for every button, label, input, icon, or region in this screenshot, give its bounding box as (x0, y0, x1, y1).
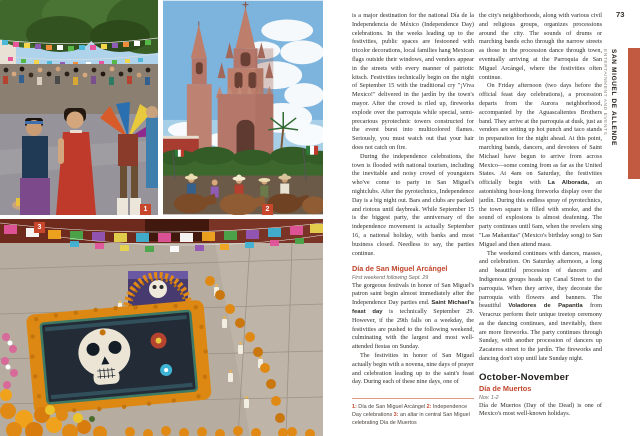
paragraph (352, 282, 474, 352)
caption-text-2: Independence Day celebrations (352, 404, 468, 419)
caption-number-2: 2: (426, 404, 432, 410)
heading-october-november: October-November (479, 371, 570, 383)
photo-caption (352, 403, 474, 427)
paragraph-text: is technically September 29. However, if the 29th falls on a weekday, the festivities are pushed to the following weekend, culminating with the largest and most well-attended fiestas on Sunday. (352, 307, 474, 351)
parade-photo-illustration (0, 0, 158, 215)
page-number: 73 (616, 10, 625, 19)
paragraph-text: an astonishing hour-long fireworks display over the jardín. During this endless spray of pyrotechnics, the town square is filled with smoke, and the sound of explosions is almost deafening. The party continues until 6am, when the revelers sing "Las Mañanitas" (Mexico's birthday song) to San Miguel and then attend mass. (479, 179, 602, 248)
paragraph: the city's neighborhoods, along with various civil and religious groups, organizes processions around the city. The sounds of drums or marching bands echo through the narrow streets as those in the procession dance through town, eventually arriving at the Parroquia de San Miguel Arcángel, where the festivities often continue. (479, 12, 602, 81)
paragraph (479, 250, 602, 364)
photo-independence-day (163, 0, 323, 215)
bold-term: Saint Michael's feast day (352, 300, 474, 315)
caption-text-1: Día de San Miguel Arcángel (356, 404, 427, 410)
photo-badge-2: 2 (262, 204, 273, 215)
caption-number-1: 1: (352, 404, 357, 410)
paragraph-text: The weekend continues with dances, masses, and celebration. On Saturday afternoon, a long and beautiful procession of dancers and Indigenous groups heads up Canal Street to the parroquia. When they arrive, they decorate the parroquia with flowers and banners. The beautiful (479, 249, 602, 310)
paragraph-text: from Veracruz perform their unique treetop ceremony as the dancing continues, and inevitably, there are more fireworks. The party continues through Sunday, with another procession of dancers up Zacateros street to the jardín. The fireworks and dancing don't stop until late Sunday night. (479, 302, 602, 363)
text-column-2 (479, 12, 602, 436)
caption-divider-rule (352, 398, 474, 399)
bold-term: La Alborada, (547, 180, 589, 187)
altar-photo-illustration (0, 219, 323, 436)
photo-dia-de-muertos-altar (0, 219, 323, 436)
photo-badge-1: 1 (140, 204, 151, 215)
paragraph (479, 82, 602, 249)
event-date-subheading: First weekend following Sept. 29 (352, 274, 429, 281)
photo-saint-michael-festival (0, 0, 158, 215)
chapter-tab-strip (628, 48, 640, 179)
paragraph-text: The gorgeous festivals in honor of San Miguel's patron saint begin almost immediately after the Independence Day parties end. (352, 281, 474, 307)
paragraph: During the independence celebrations, the town is flooded with national tourism, including the inevitable and noisy crowd of youngsters who've come to party in San Miguel's nightclubs. After the pyrotechnics, Independence Day is a big night out. Bars and clubs are packed and riotous until daybreak. While September 15 is the biggest party, the anniversary of the independence movement is actually September 16, a national holiday, with banks and most business closed. Needless to say, the parties continue. (352, 152, 474, 257)
heading-dia-de-san-miguel-arcangel: Día de San Miguel Arcángel (352, 264, 448, 274)
paragraph: The festivities in honor of San Miguel actually begin with a novena, nine days of prayer and celebration leading up to the saint's feast day. During each of these nine days, one of (352, 351, 474, 386)
text-column-1 (352, 12, 474, 394)
heading-dia-de-muertos: Día de Muertos (479, 384, 532, 394)
bold-term: Voladores de Papantla (508, 303, 583, 310)
paragraph-text: On Friday afternoon (two days before the official feast day celebrations), a procession departs from the Aurora neighborhood, accompanied by the Aguascalientes Brothers band. They arrive at the parroquia at dusk, just as vendors are setting up hot punch and taco stands in preparation for the night ahead. At this point, marching bands, dancers, and devotees of Saint Michael have begun to arrive from across Mexico—some coming from as far as the United States. At 4am on Saturday, the festivities officially begin with (479, 82, 602, 187)
parroquia-photo-illustration (163, 0, 323, 215)
photo-badge-3: 3 (34, 222, 45, 233)
event-date-subheading: Nov. 1-2 (479, 394, 499, 401)
caption-text-3: an altar in central San Miguel celebrating Día de Muertos (352, 412, 470, 427)
paragraph: Día de Muertos (Day of the Dead) is one of Mexico's most well-known holidays. (479, 401, 602, 418)
paragraph: is a major destination for the national Día de la Independencia de México (Independence Day) celebrations. In the weeks leading up to the festivities, public spaces are festooned with tricolor decorations, local families hang Mexican flags outside their windows, and vendors appear in the streets with every manner of patriotic kitsch. Festivities technically begin on the night of September 15 with the traditional cry "¡Viva Mexico!" delivered in the jardín by the town's mayor. After the crowd is riled up, fireworks explode over the parroquia while special, semi-precarious pyrotechnic towers constructed for the event burst into multicolored flames. Seriously, you must watch out that your hair does not catch on fire. (352, 12, 474, 151)
section-title-vertical: ENTERTAINMENT AND EVENTS (602, 49, 607, 136)
chapter-title-vertical: SAN MIGUEL DE ALLENDE (610, 49, 617, 147)
caption-number-3: 3: (393, 412, 399, 419)
